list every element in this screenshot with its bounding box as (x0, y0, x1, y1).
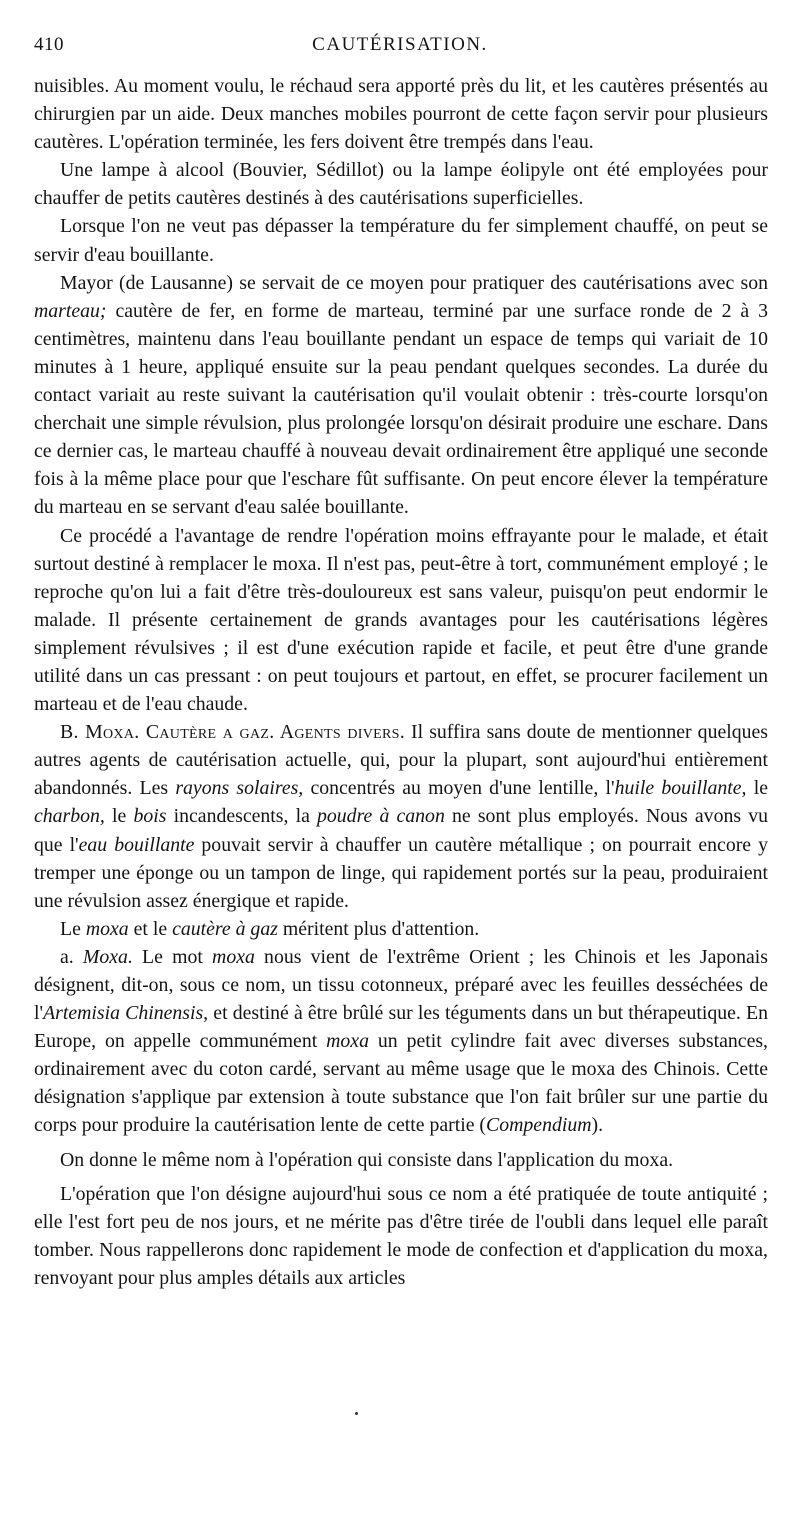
subsection-title-moxa: Moxa. (82, 945, 133, 968)
page-header (34, 34, 766, 64)
print-speck (355, 1412, 358, 1415)
paragraph-1: nuisibles. Au moment voulu, le réchaud sera apporté près du lit, et les cautères présentés au chirurgien par un aide. Deux manches mobiles pourront de cette façon servir pour plusieurs cautères. L'opération terminée, les fers doivent être trempés dans l'eau. (34, 75, 768, 154)
paragraph-6: B. Moxa. Cautère a gaz. Agents divers. Il suffira sans doute de mentionner quelques autres agents de cautérisation actuelle, qui, pour la plupart, sont aujourd'hui entièrement abandonnés. Les rayons solaires, concentrés au moyen d'une lentille, l'huile bouillante, le charbon, le bois incandescents, la poudre à canon ne sont plus employés. Nous avons vu que l'eau bouillante pouvait servir à chauffer un cautère métallique ; on pourrait encore y tremper une éponge ou un tampon de linge, qui rapidement portés sur la peau, produiraient une révulsion assez énergique et rapide. (34, 721, 769, 912)
paragraph-4: Mayor (de Lausanne) se servait de ce moyen pour pratiquer des cautérisations avec son marteau; cautère de fer, en forme de marteau, terminé par une surface ronde de 2 à 3 centimètres, maintenu dans l'eau bouillante pendant un espace de temps qui variait de 10 minutes à 1 heure, appliqué ensuite sur la peau pendant quelques secondes. La durée du contact variait au reste suivant la cautérisation qu'il voulait obtenir : très-courte lorsqu'on cherchait une simple révulsion, plus prolongée lorsqu'on désirait produire une eschare. Dans ce dernier cas, le marteau chauffé à nouveau devait ordinairement être appliqué une seconde fois à la même place pour que l'eschare fût suffisante. On peut encore élever la température du marteau en se servant d'eau salée bouillante. (34, 271, 768, 519)
paragraph-7: Le moxa et le cautère à gaz méritent plus d'attention. (60, 917, 480, 940)
paragraph-9: On donne le même nom à l'opération qui consiste dans l'application du moxa. (60, 1148, 674, 1171)
page-number: 410 (34, 34, 64, 55)
paragraph-5: Ce procédé a l'avantage de rendre l'opération moins effrayante pour le malade, et était surtout destiné à remplacer le moxa. Il n'est pas, peut-être à tort, communément employé ; le reproche qu'on lui a fait d'être très-douloureux est sans valeur, puisqu'on peut endormir le malade. Il présente certainement de grands avantages pour les cautérisations légères simplement révulsives ; il est d'une exécution rapide et facile, et peut être d'une grande utilité dans un cas pressant : on peut toujours et partout, en effet, se procurer facilement un marteau et de l'eau chaude. (34, 524, 768, 716)
paragraph-10: L'opération que l'on désigne aujourd'hui sous ce nom a été pratiquée de toute antiquité ; elle l'est fort peu de nos jours, et ne mérite pas d'être tirée de l'oubli dans lequel elle paraît tomber. Nous rappellerons donc rapidement le mode de confection et d'application du moxa, renvoyant pour plus amples détails aux articles (34, 1182, 768, 1289)
term-marteau: marteau; (34, 299, 107, 322)
section-heading: B. Moxa. Cautère a gaz. Agents divers. (60, 721, 405, 744)
paragraph-8: a. Moxa. Le mot moxa nous vient de l'extrême Orient ; les Chinois et les Japonais désignent, dit-on, sous ce nom, un tissu cotonneux, préparé avec les feuilles desséchées de l'Artemisia Chinensis, et destiné à être brûlé sur les téguments dans un but thérapeutique. En Europe, on appelle communément moxa un petit cylindre fait avec diverses substances, ordinairement avec du coton cardé, servant au même usage que le moxa des Chinois. Cette désignation s'applique par extension à toute substance que l'on fait brûler sur une partie du corps pour produire la cautérisation lente de cette partie (Compendium). (34, 945, 769, 1137)
paragraph-2: Une lampe à alcool (Bouvier, Sédillot) ou la lampe éolipyle ont été employées pour chauffer de petits cautères destinés à des cautérisations superficielles. (34, 159, 768, 210)
page-body (34, 72, 768, 1292)
paragraph-3: Lorsque l'on ne veut pas dépasser la température du fer simplement chauffé, on peut se servir d'eau bouillante. (34, 215, 768, 266)
running-title: CAUTÉRISATION. (312, 34, 488, 55)
